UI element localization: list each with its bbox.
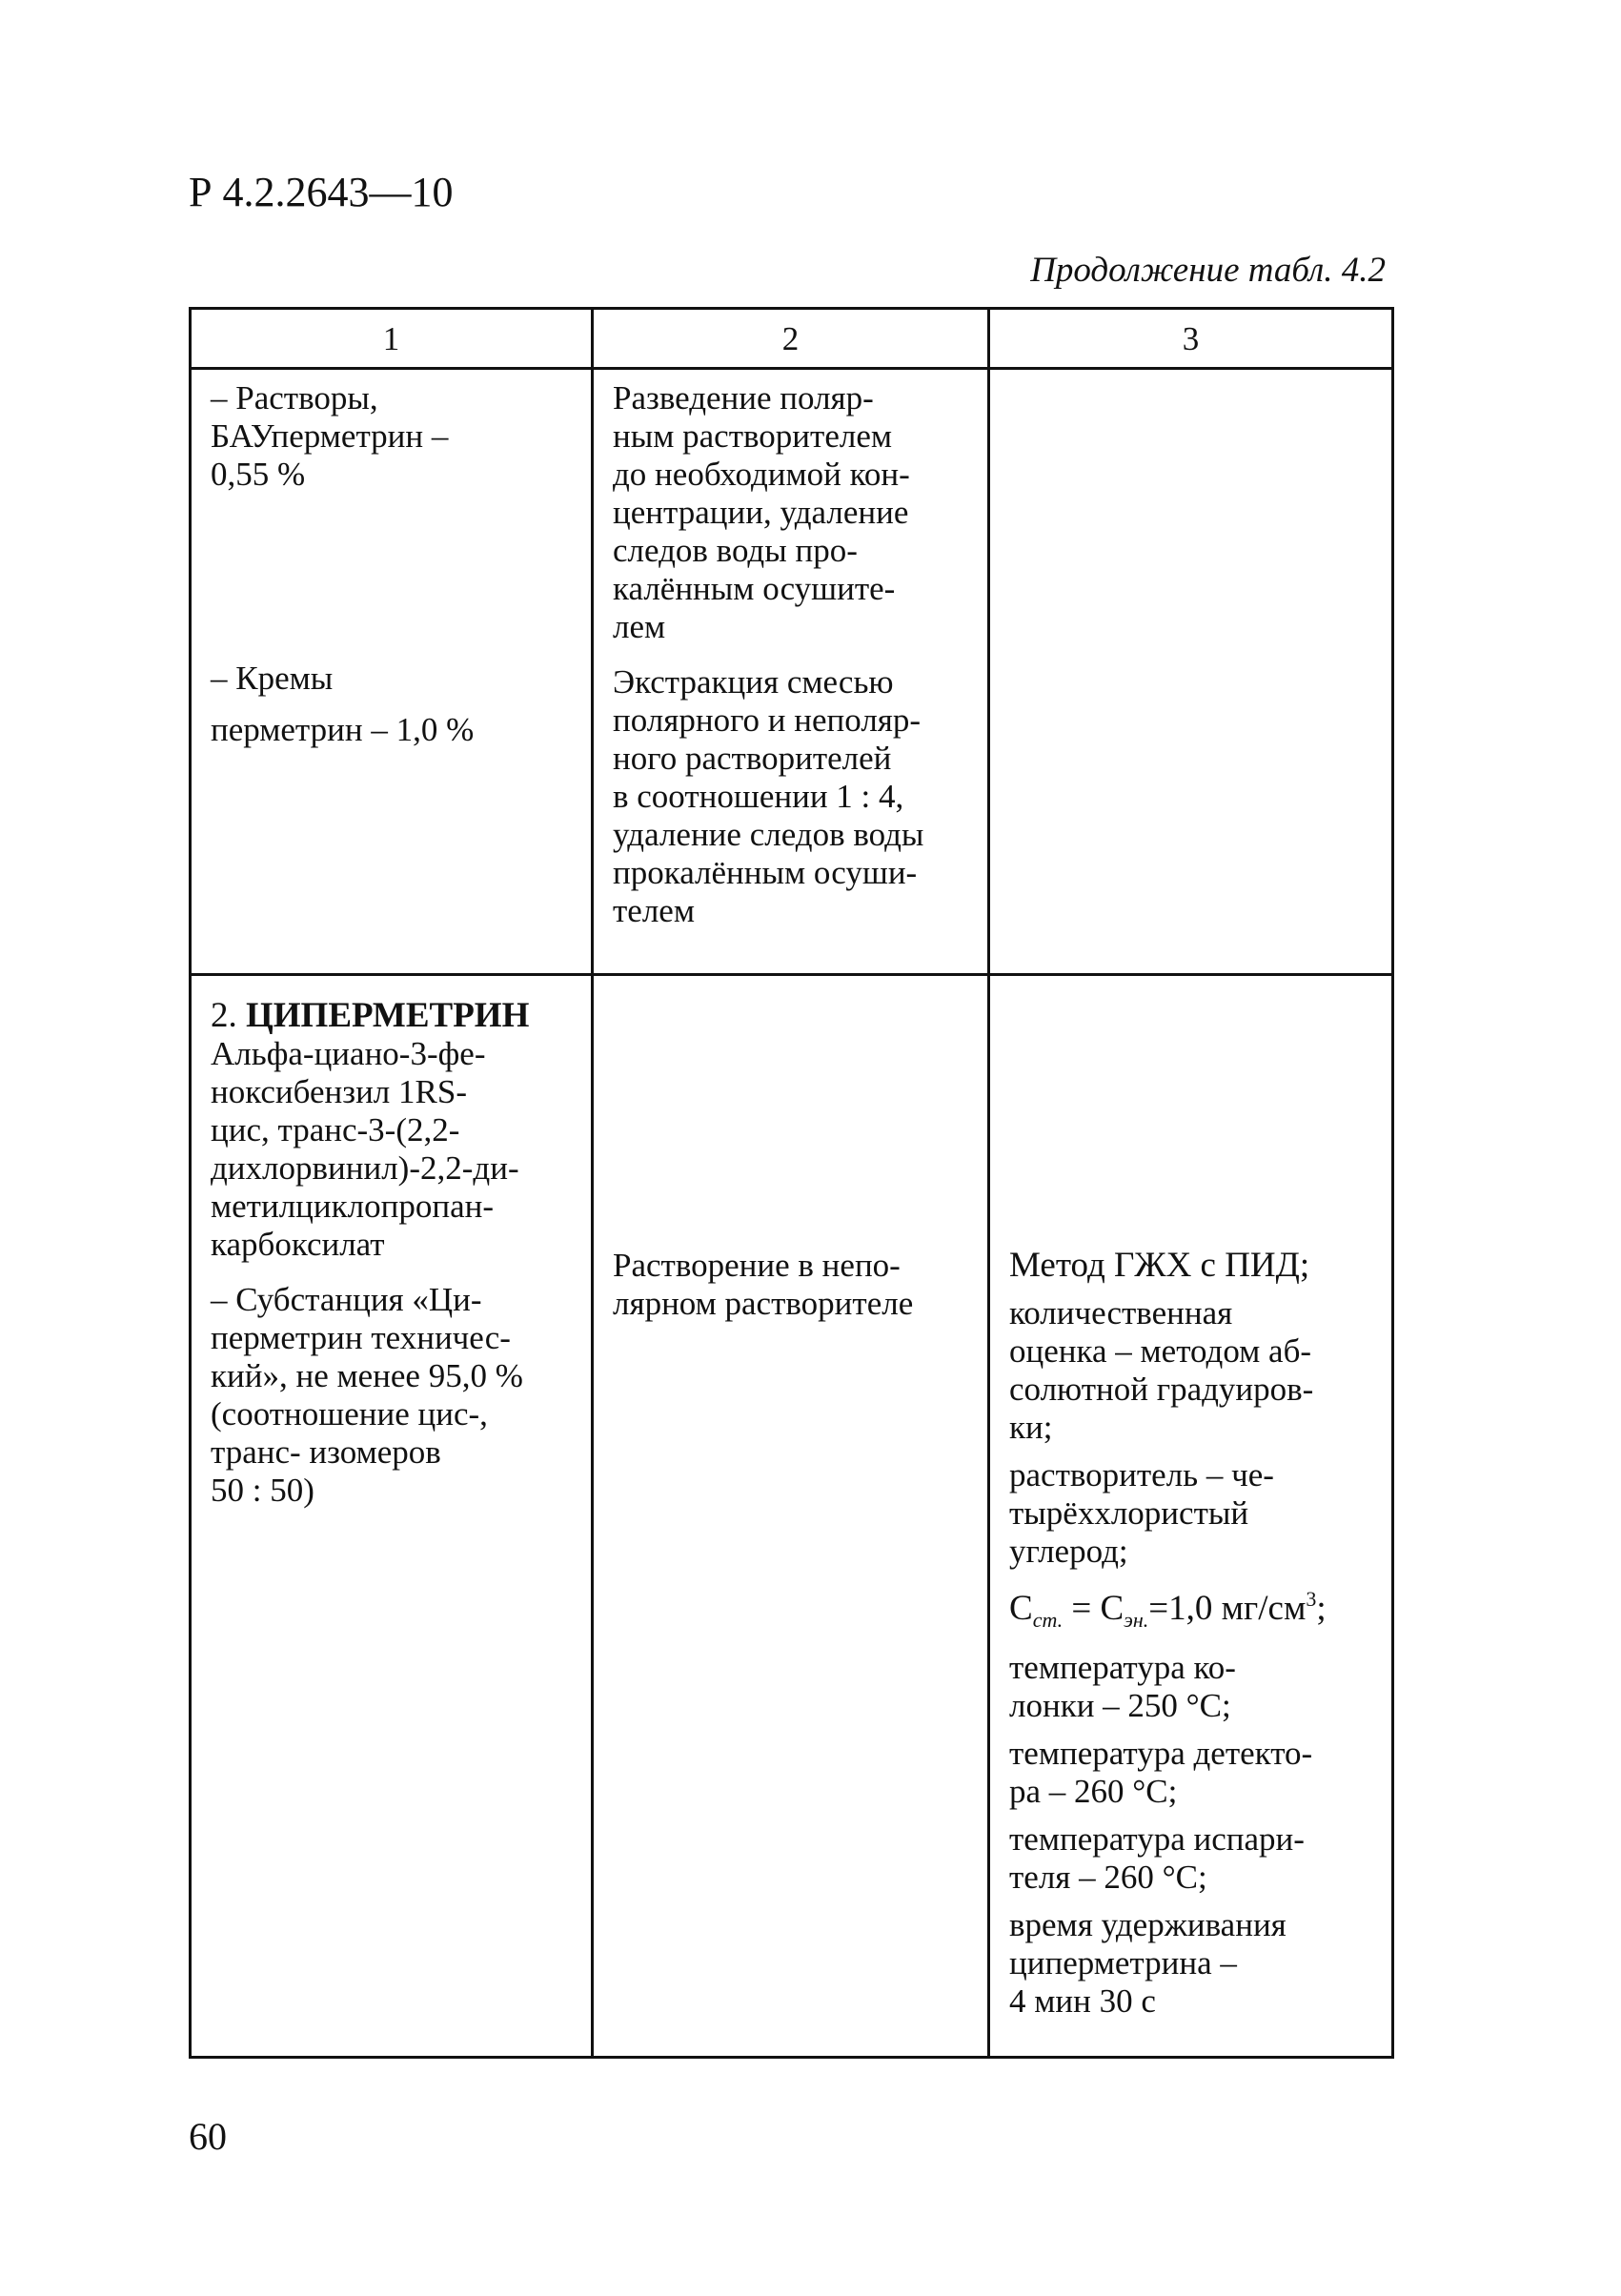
spacer <box>1009 1639 1372 1649</box>
substance-number: 2. <box>211 996 246 1035</box>
formula-sub-standard: ст. <box>1032 1608 1064 1632</box>
substance-name: ЦИПЕРМЕТРИН <box>246 996 530 1035</box>
cell-sample-preparation <box>593 369 989 975</box>
substance-title <box>211 997 572 1035</box>
table-continuation-label: Продолжение табл. 4.2 <box>1030 251 1386 290</box>
column-temperature: температура ко- лонки – 250 °С; <box>1009 1649 1236 1724</box>
spacer <box>1009 1571 1372 1580</box>
extraction-procedure: Экстракция смесью полярного и неполяр- ного растворителей в соотношении 1 : 4, удаление следов воды прокалённым осуши- телем <box>613 663 924 929</box>
formula-sub-known: эн. <box>1124 1608 1149 1632</box>
chemical-name: Альфа-циано-3-фе- ноксибензил 1RS- цис, транс-3-(2,2- дихлорвинил)-2,2-ди- метилциклопропан- карбоксилат <box>211 1035 519 1263</box>
formula-c-standard: С <box>1009 1589 1033 1628</box>
page-number: 60 <box>189 2115 227 2158</box>
column-header-2: 2 <box>593 309 989 369</box>
evaporator-temperature: температура испари- теля – 260 °С; <box>1009 1820 1305 1896</box>
spacer <box>211 1264 572 1281</box>
formula-sup-exponent: 3 <box>1306 1587 1317 1611</box>
solutions-entry: – Растворы, БАУперметрин – 0,55 % <box>211 379 449 493</box>
quantification-note: количественная оценка – методом аб- солютной градуиров- ки; <box>1009 1294 1314 1446</box>
spacer <box>1009 1811 1372 1820</box>
formula-value: =1,0 мг/см <box>1148 1589 1307 1628</box>
technical-substance-entry: – Субстанция «Ци- перметрин техничес- кий», не менее 95,0 % (соотношение цис-, транс- изомеров 50 : 50) <box>211 1281 523 1509</box>
spacer <box>1009 1285 1372 1294</box>
dilution-procedure: Разведение поляр- ным растворителем до необходимой кон- центрации, удаление следов воды про- калённым осушите- лем <box>613 379 910 645</box>
table-row-permethrin-forms <box>191 369 1393 975</box>
spacer <box>211 698 572 711</box>
document-code: Р 4.2.2643—10 <box>189 169 454 215</box>
formula-equals-c: = С <box>1063 1589 1125 1628</box>
column-header-3: 3 <box>989 309 1393 369</box>
spacer <box>1009 1897 1372 1906</box>
spacer <box>1009 997 1372 1247</box>
methods-table <box>189 307 1394 2059</box>
concentration-formula <box>1009 1580 1372 1639</box>
cell-substance-forms <box>191 369 593 975</box>
cell-cypermethrin-substance <box>191 975 593 2058</box>
column-header-1: 1 <box>191 309 593 369</box>
cell-cypermethrin-method <box>989 975 1393 2058</box>
creams-entry: – Кремы <box>211 660 334 697</box>
cell-method-empty <box>989 369 1393 975</box>
spacer <box>613 646 968 663</box>
spacer <box>211 494 572 660</box>
solvent-note: растворитель – че- тырёххлористый углерод; <box>1009 1456 1274 1570</box>
spacer <box>1009 1447 1372 1456</box>
detector-temperature: температура детекто- ра – 260 °С; <box>1009 1735 1313 1810</box>
spacer <box>613 997 968 1247</box>
table-header-row <box>191 309 1393 369</box>
formula-end: ; <box>1316 1589 1327 1628</box>
dissolution-procedure: Растворение в непо- лярном растворителе <box>613 1247 914 1322</box>
spacer <box>1009 1725 1372 1735</box>
cell-cypermethrin-preparation <box>593 975 989 2058</box>
method-name: Метод ГЖХ с ПИД; <box>1009 1246 1310 1285</box>
table-row-cypermethrin <box>191 975 1393 2058</box>
retention-time: время удерживания циперметрина – 4 мин 30 с <box>1009 1906 1287 2020</box>
creams-concentration: перметрин – 1,0 % <box>211 711 475 748</box>
